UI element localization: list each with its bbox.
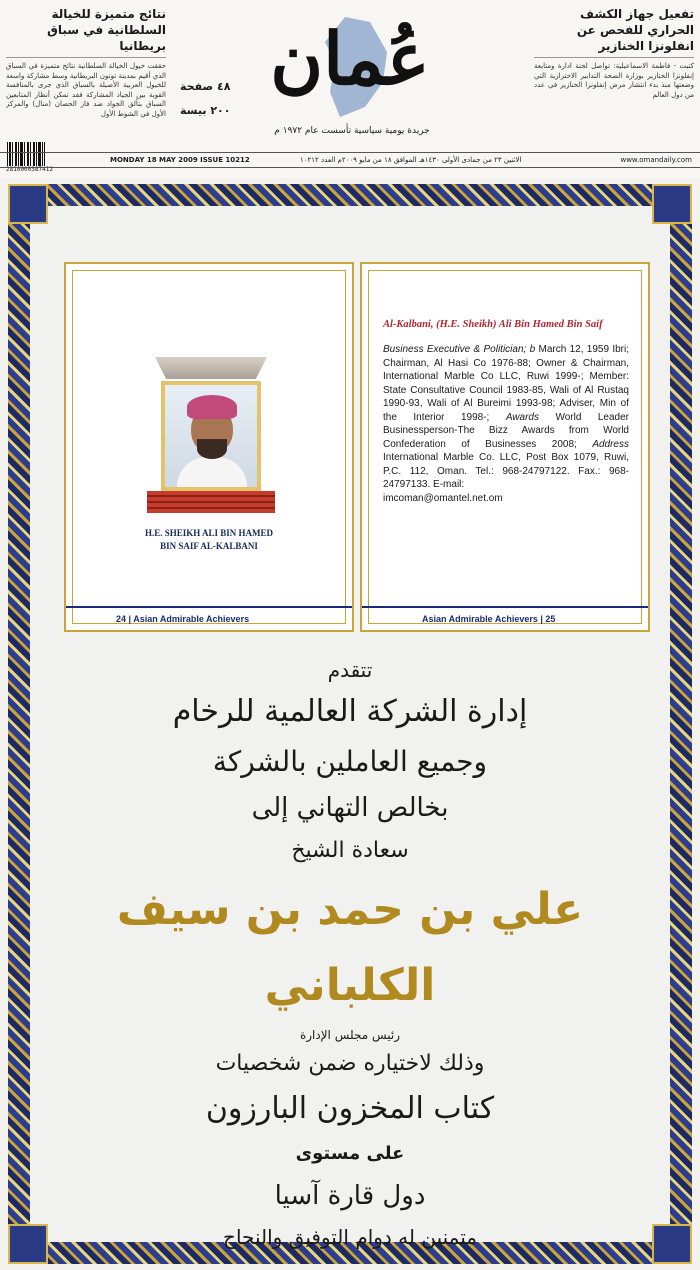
greeting-line-4: بخالص التهاني إلى [251, 793, 449, 823]
portrait-turban [187, 395, 237, 419]
right-card-footer: Asian Admirable Achievers | 25 [362, 606, 648, 630]
biography-card [360, 262, 650, 632]
greeting-line-7: وذلك لاختياره ضمن شخصيات [215, 1051, 485, 1076]
greeting-line-9: على مستوى [295, 1143, 405, 1164]
right-story-body: كتبت - فاطمة الاسماعيلية: تواصل لجنة ادارة ومتابعة إنفلونزا الخنازير بوزارة الصحة التدابير الاحترازية التي وضعتها منذ بدء انتشار مرض إنفلونزا الخنازير في عدد من دول العالم [534, 62, 694, 99]
frame-corner-ornament [8, 1224, 48, 1264]
left-headline[interactable]: نتائج متميزة للخيالة السلطانية في سباق بريطانيا [6, 6, 166, 58]
newspaper-logo[interactable] [245, 4, 455, 124]
dateline-english: MONDAY 18 MAY 2009 ISSUE 10212 [110, 156, 250, 164]
dateline-bar [0, 152, 700, 168]
bio-awards-text: World Leader Businessperson-The Bizz Awards from World Confederation of Businesses 2008; [383, 411, 630, 450]
card-inner-border [368, 270, 642, 624]
dateline-arabic: الاثنين ٢٣ من جمادى الأولى ١٤٣٠هـ الموافق ١٨ من مايو ٢٠٠٩م العدد ١٠٢١٢ [300, 156, 522, 164]
bio-lead: Business Executive & Politician; b [383, 344, 536, 355]
bio-address-text: International Marble Co. LLC, Post Box 1079, Ruwi, P.C. 112, Oman. Tel.: 968-24797122. Fax.: 968-24797133. E-mail: [383, 452, 629, 490]
greeting-line-5: سعادة الشيخ [291, 838, 409, 863]
portrait-dress [177, 457, 247, 487]
portrait-beard [197, 439, 227, 459]
greeting-line-2: إدارة الشركة العالمية للرخام [172, 694, 528, 729]
left-story-body: حققت خيول الخيالة السلطانية نتائج متميزة في السباق الذي أقيم بمدينة توتون البريطانية وسط مشاركة واسعة للخيول العربية الأصيلة بالسباق الذي جرى بالمنافسة القوية بين الجياد المشاركة فقد تمكن أنظار المتابعين السباق بتألق الجواد ضد فاز الحصان (منال) والمركز الأول في الشوط الأول [6, 62, 166, 118]
greeting-line-10: دول قارة آسيا [274, 1181, 426, 1211]
website-link[interactable]: www.omandaily.com [620, 156, 692, 164]
greeting-block [50, 654, 650, 1254]
greeting-line-3: وجميع العاملين بالشركة [212, 745, 488, 778]
frame-corner-ornament [8, 184, 48, 224]
portrait-card [64, 262, 354, 632]
bio-email[interactable]: imcoman@omantel.net.om [383, 492, 503, 504]
greeting-title: رئيس مجلس الإدارة [299, 1028, 401, 1042]
left-card-footer: 24 | Asian Admirable Achievers [66, 606, 352, 630]
book-title: كتاب المخزون البارزون [205, 1091, 495, 1126]
bio-name: Al-Kalbani, (H.E. Sheikh) Ali Bin Hamed Bin Saif [383, 319, 603, 330]
portrait-stand [147, 491, 275, 513]
caption-line-2: BIN SAIF AL-KALBANI [160, 541, 258, 551]
portrait-photo [161, 381, 261, 491]
frame-corner-ornament [652, 184, 692, 224]
tagline: جريدة يومية سياسية تأسست عام ١٩٧٢ م [274, 126, 430, 136]
greeting-closing: متمنين له دوام التوفيق والنجاح [223, 1225, 477, 1249]
frame-corner-ornament [652, 1224, 692, 1264]
right-news-column [534, 6, 694, 156]
bio-body: March 12, 1959 Ibri; Chairman, Al Hasi Co 1976-88; Owner & Chairman, International Marble Co LLC, Ruwi 1999-; Member: State Consultative Council 1983-85, Wali of Al Rustaq 1990-93, Wali of Al Bureimi 1993-98; Adviser, Min of the Interior 1998-; [383, 344, 630, 423]
logo-text: عُمان [270, 16, 430, 101]
right-headline[interactable]: تفعيل جهاز الكشف الحراري للفحص عن انفلونزا الخنازير [534, 6, 694, 58]
portrait-caption [73, 527, 345, 553]
card-inner-border [72, 270, 346, 624]
greeting-line-1: تتقدم [327, 658, 373, 682]
price: ٢٠٠ بيسة [180, 104, 231, 117]
portrait-frame-top [155, 357, 267, 379]
page-count: ٤٨ صفحة [180, 80, 231, 93]
bio-awards-label: Awards [505, 411, 539, 423]
honoree-name: علي بن حمد بن سيف الكلباني [116, 884, 584, 1011]
caption-line-1: H.E. SHEIKH ALI BIN HAMED [144, 528, 274, 538]
newspaper-masthead [0, 0, 700, 178]
left-news-column [6, 6, 166, 156]
barcode-number: 2810000387412 [6, 166, 53, 173]
ornamental-frame [8, 184, 692, 1264]
bio-address-label: Address [592, 438, 629, 450]
bio-text [383, 343, 629, 505]
